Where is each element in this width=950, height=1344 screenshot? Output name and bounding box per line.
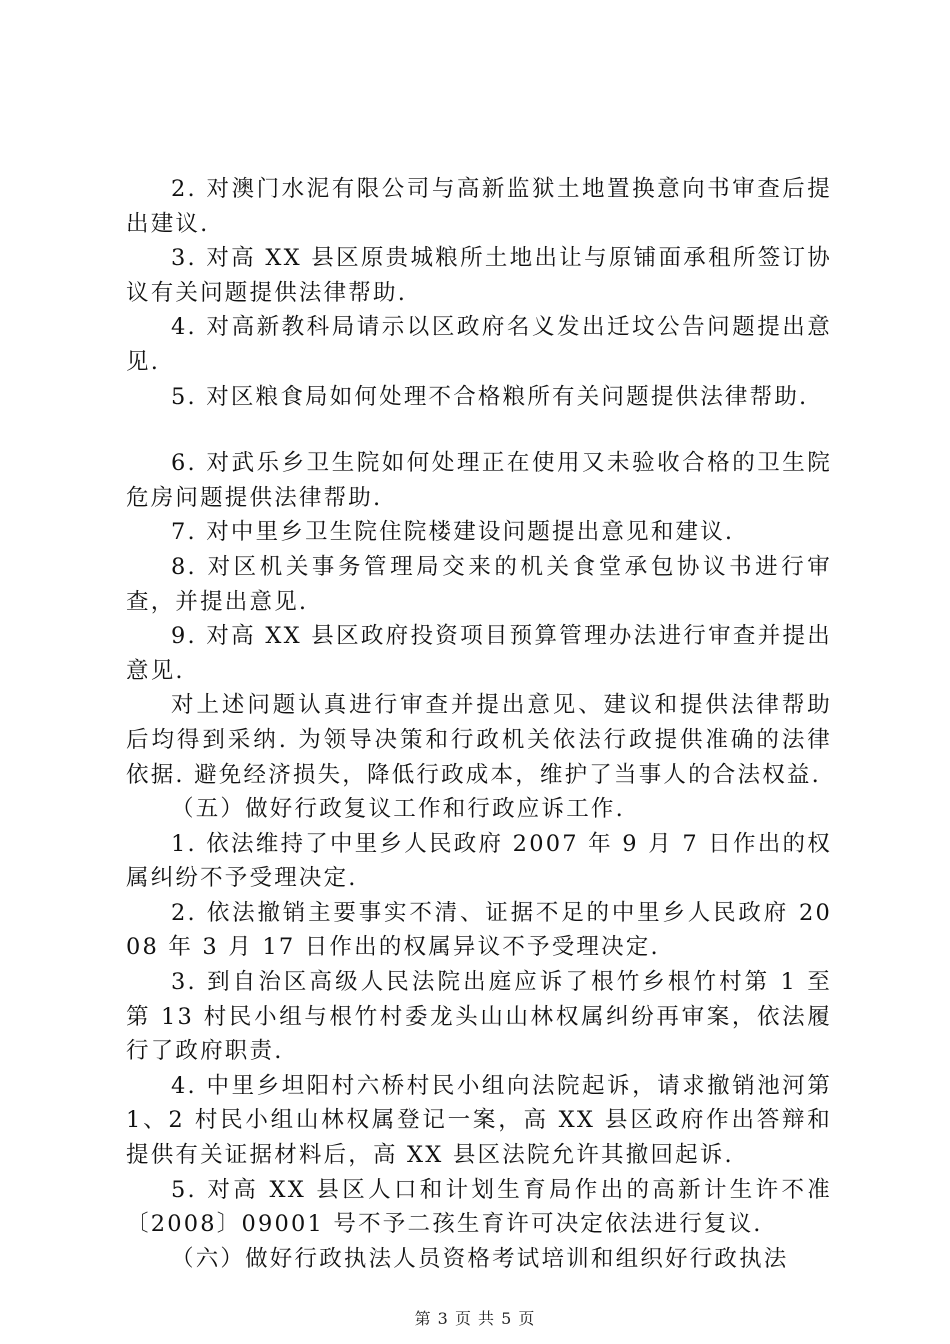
paragraph-item-3: 3. 对高 XX 县区原贵城粮所土地出让与原铺面承租所签订协议有关问题提供法律帮助. [126, 245, 832, 306]
paragraph-item-5: 5. 对区粮食局如何处理不合格粮所有关问题提供法律帮助. [171, 383, 809, 410]
paragraph-review-4: 4. 中里乡坦阳村六桥村民小组向法院起诉，请求撤销池河第 1、2 村民小组山林权属登记一案，高 XX 县区政府作出答辩和提供有关证据材料后，高 XX 县区法院允许其撤回起诉. [126, 1072, 832, 1169]
paragraph-review-1: 1. 依法维持了中里乡人民政府 2007 年 9 月 7 日作出的权属纠纷不予受理决定. [126, 830, 832, 892]
paragraph-review-5: 5. 对高 XX 县区人口和计划生育局作出的高新计生许不准〔2008〕09001 号不予二孩生育许可决定依法进行复议. [126, 1176, 832, 1238]
document-body [126, 172, 832, 1276]
paragraph-item-7: 7. 对中里乡卫生院住院楼建设问题提出意见和建议. [171, 519, 735, 546]
paragraph-review-3: 3. 到自治区高级人民法院出庭应诉了根竹乡根竹村第 1 至第 13 村民小组与根竹村委龙头山山林权属纠纷再审案，依法履行了政府职责. [126, 969, 832, 1065]
paragraph-review-2: 2. 依法撤销主要事实不清、证据不足的中里乡人民政府 2008 年 3 月 17 日作出的权属异议不予受理决定. [126, 899, 832, 961]
paragraph-item-4: 4. 对高新教科局请示以区政府名义发出迁坟公告问题提出意见. [126, 314, 832, 375]
paragraph-item-8: 8. 对区机关事务管理局交来的机关食堂承包协议书进行审查，并提出意见. [126, 553, 832, 615]
page-number-footer: 第 3 页 共 5 页 [414, 1309, 536, 1328]
section-heading-6: （六）做好行政执法人员资格考试培训和组织好行政执法 [171, 1245, 789, 1272]
paragraph-item-6: 6. 对武乐乡卫生院如何处理正在使用又未验收合格的卫生院危房问题提供法律帮助. [126, 450, 832, 511]
paragraph-item-2: 2. 对澳门水泥有限公司与高新监狱土地置换意向书审查后提出建议. [126, 176, 832, 237]
section-heading-5: （五）做好行政复议工作和行政应诉工作. [171, 796, 625, 823]
paragraph-summary: 对上述问题认真进行审查并提出意见、建议和提供法律帮助后均得到采纳. 为领导决策和行政机关依法行政提供准确的法律依据. 避免经济损失，降低行政成本，维护了当事人的合法权益. [126, 692, 832, 788]
paragraph-item-9: 9. 对高 XX 县区政府投资项目预算管理办法进行审查并提出意见. [126, 623, 832, 684]
